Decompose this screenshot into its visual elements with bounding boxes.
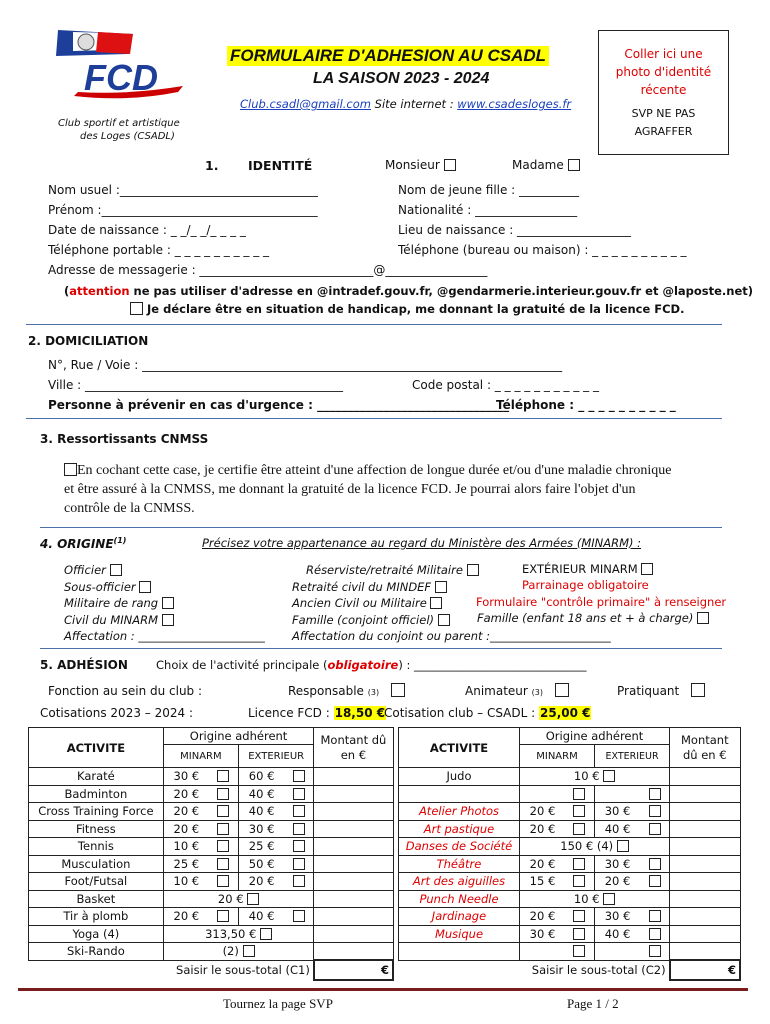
table-row	[399, 925, 741, 943]
table-row	[29, 943, 394, 961]
exterieur-checkbox[interactable]	[293, 823, 305, 835]
minarm-checkbox[interactable]	[573, 875, 585, 887]
montant-cell[interactable]	[314, 838, 393, 856]
minarm-checkbox[interactable]	[217, 805, 229, 817]
urgence-telephone-field[interactable]: Téléphone : _ _ _ _ _ _ _ _ _ _	[496, 398, 676, 412]
price-minarm	[519, 943, 564, 961]
origine-sous-officier[interactable]	[64, 579, 265, 596]
activity-name: Musculation	[29, 855, 164, 873]
th-activite: ACTIVITE	[399, 728, 520, 768]
minarm-checkbox[interactable]	[217, 823, 229, 835]
origine-militaire-rang[interactable]	[64, 595, 265, 612]
famille-enfant-option[interactable]	[477, 611, 709, 625]
table-row	[399, 855, 741, 873]
price-exterieur: 50 €	[239, 855, 285, 873]
price-exterieur: 40 €	[595, 820, 640, 838]
price-exterieur: 30 €	[595, 803, 640, 821]
cnmss-line1-row	[64, 461, 744, 480]
animateur-note: (3)	[531, 688, 543, 697]
subtotal-row	[29, 960, 394, 980]
origine-reserviste-label: Réserviste/retraité Militaire	[306, 563, 463, 577]
montant-cell[interactable]	[314, 943, 393, 961]
montant-cell[interactable]	[670, 803, 740, 821]
monsieur-checkbox[interactable]	[444, 159, 456, 171]
tel-bureau-field[interactable]: Téléphone (bureau ou maison) : _ _ _ _ _ _ _ _ _ _	[398, 243, 687, 257]
activity-name: Foot/Futsal	[29, 873, 164, 891]
price-minarm: 20 €	[163, 908, 209, 926]
activity-name: Atelier Photos	[399, 803, 520, 821]
attention-rest: ne pas utiliser d'adresse en @intradef.gouv.fr, @gendarmerie.interieur.gouv.fr et @laposte.net)	[129, 284, 754, 298]
exterieur-checkbox[interactable]	[649, 805, 661, 817]
nationalite-field[interactable]: Nationalité : _________________	[398, 203, 578, 217]
ancien-checkbox[interactable]	[430, 597, 442, 609]
responsable-option[interactable]	[288, 683, 405, 698]
table-row	[29, 925, 394, 943]
photo-box-line4: SVP NE PAS	[631, 107, 696, 120]
montant-cell[interactable]	[670, 925, 740, 943]
price-exterieur: 40 €	[595, 925, 640, 943]
price-merged: 150 € (4)	[560, 839, 614, 854]
price-minarm: 25 €	[163, 855, 209, 873]
form-title: FORMULAIRE D'ADHESION AU CSADL	[227, 46, 549, 66]
activities-table-left	[28, 727, 394, 981]
activity-checkbox[interactable]	[260, 928, 272, 940]
officier-checkbox[interactable]	[110, 564, 122, 576]
footer-rule	[18, 988, 748, 991]
activity-name: Musique	[399, 925, 520, 943]
famille-enfant-label: Famille (enfant 18 ans et + à charge)	[477, 611, 694, 625]
activity-name: Yoga (4)	[29, 925, 164, 943]
th-minarm: MINARM	[163, 745, 238, 768]
handicap-checkbox[interactable]	[130, 302, 143, 315]
fonction-label: Fonction au sein du club :	[48, 684, 203, 698]
table-row	[29, 855, 394, 873]
origine-note: (1)	[113, 536, 127, 545]
table-row	[29, 820, 394, 838]
madame-label: Madame	[512, 158, 564, 172]
origine-subtitle: Précisez votre appartenance au regard du Ministère des Armées (MINARM) :	[202, 536, 642, 550]
photo-box-line5: AGRAFFER	[634, 125, 693, 138]
price-minarm	[519, 785, 564, 803]
origine-ancien-label: Ancien Civil ou Militaire	[292, 596, 427, 610]
montant-cell[interactable]	[670, 890, 740, 908]
montant-cell[interactable]	[314, 803, 393, 821]
price-minarm: 20 €	[519, 908, 564, 926]
photo-box-line1: Coller ici une	[624, 47, 703, 61]
minarm-checkbox[interactable]	[217, 858, 229, 870]
minarm-checkbox[interactable]	[573, 945, 585, 957]
price-minarm: 30 €	[519, 925, 564, 943]
table-row	[399, 943, 741, 961]
exterieur-checkbox[interactable]	[293, 875, 305, 887]
exterieur-checkbox[interactable]	[649, 945, 661, 957]
responsable-label: Responsable	[288, 684, 364, 698]
montant-cell[interactable]	[314, 768, 393, 786]
th-montant: Montant dû en €	[314, 728, 393, 768]
minarm-checkbox[interactable]	[217, 910, 229, 922]
parrainage-note: Parrainage obligatoire	[522, 578, 649, 592]
contact-line	[240, 97, 571, 111]
activity-name: Basket	[29, 890, 164, 908]
montant-cell[interactable]	[670, 855, 740, 873]
th-origine: Origine adhérent	[163, 728, 314, 745]
minarm-checkbox[interactable]	[217, 875, 229, 887]
photo-box	[598, 30, 729, 155]
table-row	[29, 890, 394, 908]
minarm-checkbox[interactable]	[217, 840, 229, 852]
price-exterieur: 20 €	[595, 873, 640, 891]
montant-cell[interactable]	[314, 785, 393, 803]
season: LA SAISON 2023 - 2024	[313, 70, 490, 87]
price-minarm: 15 €	[519, 873, 564, 891]
monsieur-label: Monsieur	[385, 158, 440, 172]
licence-label: Licence FCD :	[248, 706, 330, 720]
subtotal-value[interactable]: €	[314, 960, 393, 980]
price-minarm: 20 €	[519, 803, 564, 821]
montant-cell[interactable]	[670, 820, 740, 838]
price-exterieur: 30 €	[239, 820, 285, 838]
price-exterieur: 60 €	[239, 768, 285, 786]
subtotal-label: Saisir le sous-total (C1)	[176, 963, 310, 978]
photo-box-line3: récente	[640, 83, 687, 97]
adhesion-heading: 5. ADHÉSION	[40, 658, 128, 672]
pratiquant-checkbox[interactable]	[691, 683, 705, 697]
exterieur-checkbox[interactable]	[649, 928, 661, 940]
price-minarm: 20 €	[163, 785, 209, 803]
divider	[40, 527, 722, 528]
nom-usuel-field[interactable]: Nom usuel :_________________________________	[48, 183, 318, 197]
origine-retraite-civil-label: Retraité civil du MINDEF	[292, 579, 432, 594]
cotisation-club	[384, 706, 591, 720]
origine-heading	[40, 536, 126, 551]
choix-end: ) : ______________________________	[398, 658, 587, 672]
price-minarm: 30 €	[163, 768, 209, 786]
ville-field[interactable]: Ville : ___________________________________________	[48, 378, 344, 392]
licence-fcd	[248, 706, 386, 720]
code-postal-field[interactable]: Code postal : _ _ _ _ _ _ _ _ _ _ _	[412, 378, 599, 392]
table-row	[29, 873, 394, 891]
photo-box-line2: photo d'identité	[615, 65, 712, 79]
origine-sous-officier-label: Sous-officier	[64, 579, 136, 594]
origine-civil-minarm[interactable]	[64, 612, 265, 629]
email-link[interactable]: Club.csadl@gmail.com	[240, 97, 371, 111]
choix-label: Choix de l'activité principale (	[156, 658, 328, 672]
activity-checkbox[interactable]	[247, 893, 259, 905]
handicap-label: Je déclare être en situation de handicap, me donnant la gratuité de la licence FCD.	[147, 302, 685, 316]
montant-cell[interactable]	[314, 873, 393, 891]
origine-heading-text: 4. ORIGINE	[40, 537, 114, 551]
origine-civil-minarm-label: Civil du MINARM	[64, 612, 159, 627]
activity-name: Fitness	[29, 820, 164, 838]
activity-name: Théâtre	[399, 855, 520, 873]
retraite-civil-checkbox[interactable]	[435, 581, 447, 593]
montant-cell[interactable]	[670, 785, 740, 803]
exterieur-label: EXTÉRIEUR MINARM	[522, 562, 638, 576]
rue-field[interactable]: N°, Rue / Voie : ______________________________________________________________________	[48, 358, 563, 372]
animateur-checkbox[interactable]	[555, 683, 569, 697]
choix-activite-field[interactable]	[156, 658, 587, 672]
sous-officier-checkbox[interactable]	[139, 581, 151, 593]
activity-name	[399, 943, 520, 961]
activity-checkbox[interactable]	[617, 840, 629, 852]
date-naissance-field[interactable]: Date de naissance : _ _/_ _/_ _ _ _	[48, 223, 246, 237]
divider	[40, 648, 722, 649]
subtotal-row	[399, 960, 741, 980]
montant-cell[interactable]	[670, 943, 740, 961]
montant-cell[interactable]	[670, 838, 740, 856]
price-minarm: 20 €	[163, 803, 209, 821]
affectation-conjoint-field[interactable]: Affectation du conjoint ou parent :_____________________	[292, 629, 611, 643]
price-exterieur: 30 €	[595, 908, 640, 926]
origine-officier[interactable]	[64, 562, 265, 579]
minarm-checkbox[interactable]	[573, 823, 585, 835]
montant-cell[interactable]	[314, 890, 393, 908]
minarm-checkbox[interactable]	[573, 788, 585, 800]
cnmss-heading: 3. Ressortissants CNMSS	[40, 432, 209, 446]
activity-name: Art des aiguilles	[399, 873, 520, 891]
origine-officier-label: Officier	[64, 563, 106, 577]
cotisation-value: 25,00 €	[540, 706, 591, 720]
minarm-checkbox[interactable]	[217, 770, 229, 782]
website-label: Site internet :	[374, 97, 454, 111]
cnmss-checkbox[interactable]	[64, 463, 77, 476]
montant-cell[interactable]	[314, 820, 393, 838]
email-field[interactable]: Adresse de messagerie : _____________________________@_________________	[48, 263, 488, 277]
table-row	[29, 803, 394, 821]
obligatoire-label: obligatoire	[327, 658, 399, 672]
table-row	[399, 908, 741, 926]
activity-checkbox[interactable]	[243, 945, 255, 957]
activities-table-right	[398, 727, 741, 981]
tel-portable-field[interactable]: Téléphone portable : _ _ _ _ _ _ _ _ _ _	[48, 243, 270, 257]
divider	[26, 324, 722, 325]
identite-heading: IDENTITÉ	[248, 158, 313, 173]
price-exterieur	[595, 943, 640, 961]
activity-name: Art pastique	[399, 820, 520, 838]
price-merged: 313,50 €	[205, 926, 257, 941]
exterieur-checkbox[interactable]	[293, 910, 305, 922]
price-exterieur: 30 €	[595, 855, 640, 873]
minarm-checkbox[interactable]	[573, 928, 585, 940]
activity-name: Ski-Rando	[29, 943, 164, 961]
activity-name: Punch Needle	[399, 890, 520, 908]
nom-jeune-fille-field[interactable]: Nom de jeune fille : __________	[398, 183, 580, 197]
famille-conjoint-checkbox[interactable]	[438, 614, 450, 626]
activity-name: Tir à plomb	[29, 908, 164, 926]
montant-cell[interactable]	[314, 925, 393, 943]
domiciliation-heading: 2. DOMICILIATION	[28, 334, 149, 348]
montant-cell[interactable]	[314, 855, 393, 873]
madame-option[interactable]	[512, 158, 580, 172]
club-name-line2: des Loges (CSADL)	[80, 131, 175, 142]
price-merged: 20 €	[217, 891, 244, 906]
exterieur-checkbox[interactable]	[649, 910, 661, 922]
civil-minarm-checkbox[interactable]	[162, 614, 174, 626]
montant-cell[interactable]	[670, 873, 740, 891]
th-origine: Origine adhérent	[519, 728, 669, 745]
affectation-field[interactable]: Affectation : ______________________	[64, 629, 265, 643]
attention-word: attention	[69, 284, 130, 298]
exterieur-option[interactable]	[522, 562, 653, 576]
table-row	[29, 908, 394, 926]
price-merged: 10 €	[573, 891, 600, 906]
price-exterieur: 40 €	[239, 908, 285, 926]
origine-famille-conjoint-label: Famille (conjoint officiel)	[292, 612, 434, 627]
exterieur-checkbox[interactable]	[649, 823, 661, 835]
reserviste-checkbox[interactable]	[467, 564, 479, 576]
pratiquant-option[interactable]	[617, 683, 705, 698]
website-link[interactable]: www.csadesloges.fr	[457, 97, 572, 111]
divider	[26, 418, 722, 419]
minarm-checkbox[interactable]	[573, 910, 585, 922]
exterieur-checkbox[interactable]	[293, 788, 305, 800]
prenom-field[interactable]: Prénom :____________________________________	[48, 203, 318, 217]
exterieur-checkbox[interactable]	[293, 770, 305, 782]
cnmss-line3: contrôle de la CNMSS.	[64, 501, 195, 516]
price-minarm: 20 €	[519, 855, 564, 873]
cnmss-text	[64, 461, 744, 518]
exterieur-checkbox[interactable]	[649, 788, 661, 800]
table-row	[29, 768, 394, 786]
cotisations-label: Cotisations 2023 – 2024 :	[40, 706, 193, 720]
exterieur-checkbox[interactable]	[293, 840, 305, 852]
animateur-label: Animateur	[465, 684, 528, 698]
responsable-note: (3)	[367, 688, 380, 697]
animateur-option[interactable]	[465, 683, 569, 698]
activity-name: Karaté	[29, 768, 164, 786]
exterieur-checkbox[interactable]	[649, 875, 661, 887]
exterieur-checkbox[interactable]	[641, 563, 653, 575]
price-minarm: 20 €	[519, 820, 564, 838]
activity-name: Tennis	[29, 838, 164, 856]
handicap-option[interactable]	[130, 302, 684, 316]
club-name-line1: Club sportif et artistique	[58, 118, 180, 129]
licence-value: 18,50 €	[334, 706, 386, 720]
th-montant: Montant dû en €	[670, 728, 740, 768]
table-row	[399, 768, 741, 786]
price-exterieur: 40 €	[239, 803, 285, 821]
table-row	[399, 890, 741, 908]
exterieur-checkbox[interactable]	[293, 858, 305, 870]
famille-enfant-checkbox[interactable]	[697, 612, 709, 624]
table-row	[399, 838, 741, 856]
price-merged: 10 €	[573, 769, 600, 784]
cnmss-line2: et être assuré à la CNMSS, me donnant la gratuité de la licence FCD. Je pourrai alors faire l'objet d'un	[64, 482, 636, 497]
activity-name: Badminton	[29, 785, 164, 803]
cotisation-label: Cotisation club – CSADL :	[384, 706, 536, 720]
price-exterieur: 20 €	[239, 873, 285, 891]
origine-col1	[64, 562, 265, 645]
table-row	[399, 873, 741, 891]
montant-cell[interactable]	[670, 768, 740, 786]
th-activite: ACTIVITE	[29, 728, 164, 768]
activity-name: Danses de Société	[399, 838, 520, 856]
price-minarm: 10 €	[163, 838, 209, 856]
lieu-naissance-field[interactable]: Lieu de naissance : ___________________	[398, 223, 632, 237]
activity-name: Judo	[399, 768, 520, 786]
attention-note: (attention ne pas utiliser d'adresse en @intradef.gouv.fr, @gendarmerie.interieur.gouv.fr et @laposte.net)	[64, 284, 754, 298]
origine-militaire-rang-label: Militaire de rang	[64, 596, 159, 610]
table-row	[29, 838, 394, 856]
exterieur-checkbox[interactable]	[649, 858, 661, 870]
footer-turn: Tournez la page SVP	[223, 996, 333, 1011]
formulaire-note: Formulaire "contrôle primaire" à renseigner	[476, 595, 727, 609]
activity-name: Cross Training Force	[29, 803, 164, 821]
price-merged: (2)	[222, 944, 239, 959]
identite-number: 1.	[205, 158, 219, 173]
subtotal-value[interactable]: €	[670, 960, 740, 980]
price-minarm: 10 €	[163, 873, 209, 891]
price-exterieur: 40 €	[239, 785, 285, 803]
table-row	[29, 785, 394, 803]
activity-name	[399, 785, 520, 803]
activity-checkbox[interactable]	[603, 893, 615, 905]
urgence-field[interactable]: Personne à prévenir en cas d'urgence : ________________________________	[48, 398, 510, 412]
price-exterieur	[595, 785, 640, 803]
table-row	[399, 785, 741, 803]
militaire-rang-checkbox[interactable]	[162, 597, 174, 609]
price-minarm: 20 €	[163, 820, 209, 838]
footer-page: Page 1 / 2	[567, 996, 619, 1011]
th-exterieur: EXTERIEUR	[595, 745, 670, 768]
monsieur-option[interactable]	[385, 158, 456, 172]
montant-cell[interactable]	[314, 908, 393, 926]
subtotal-label: Saisir le sous-total (C2)	[531, 963, 666, 978]
th-exterieur: EXTERIEUR	[239, 745, 314, 768]
table-row	[399, 803, 741, 821]
cnmss-line1: En cochant cette case, je certifie être atteint d'une affection de longue durée et/ou d'une maladie chronique	[77, 463, 672, 478]
activity-name: Jardinage	[399, 908, 520, 926]
logo-text: FCD	[84, 57, 158, 98]
montant-cell[interactable]	[670, 908, 740, 926]
price-exterieur: 25 €	[239, 838, 285, 856]
responsable-checkbox[interactable]	[391, 683, 405, 697]
pratiquant-label: Pratiquant	[617, 684, 680, 698]
minarm-checkbox[interactable]	[217, 788, 229, 800]
minarm-checkbox[interactable]	[573, 858, 585, 870]
activity-checkbox[interactable]	[603, 770, 615, 782]
minarm-checkbox[interactable]	[573, 805, 585, 817]
table-row	[399, 820, 741, 838]
exterieur-checkbox[interactable]	[293, 805, 305, 817]
th-minarm: MINARM	[519, 745, 594, 768]
madame-checkbox[interactable]	[568, 159, 580, 171]
